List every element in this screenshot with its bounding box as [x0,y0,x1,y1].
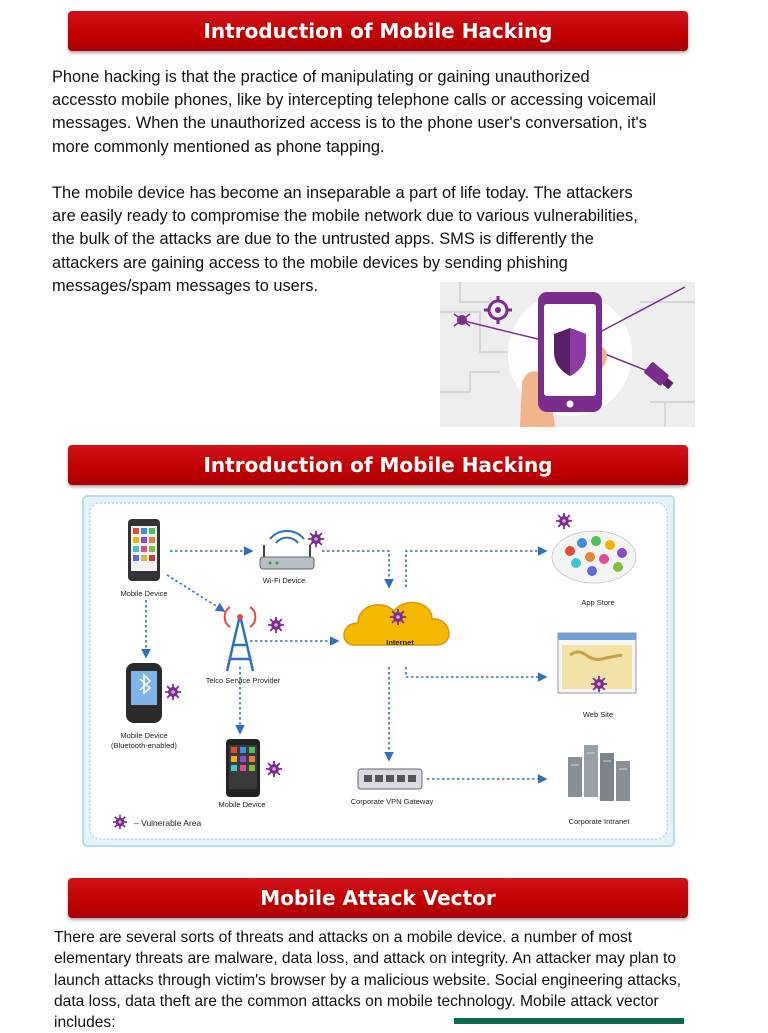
vulnerable-area-icon [165,684,181,700]
bluetooth-phone-icon [126,663,162,723]
section-title-attack-vector: Mobile Attack Vector [68,878,688,918]
section-title-intro: Introduction of Mobile Hacking [68,11,688,51]
legend-label: – Vulnerable Area [134,818,202,828]
web-site-label: Web Site [582,710,614,719]
phone-security-illustration [440,282,695,427]
bt-device-label-1: Mobile Device [120,731,168,740]
app-store-label: App Store [581,598,615,607]
internet-label: Internet [386,638,414,647]
intranet-label: Corporate Intranet [568,817,630,826]
next-image-edge [454,1018,684,1024]
telco-label: Telco Service Provider [205,676,281,685]
vulnerable-area-icon [266,761,282,777]
intro-paragraph-2: The mobile device has become an inseparable a part of life today. The attackers are easily ready to compromise the mobile network due to various vulnerabilities, the bulk of the attacks are due to the untrusted apps. SMS is differently the attackers are gaining access to the mobile devices by sending phishing messages/spam messages to users. [52,184,638,295]
mobile-device-icon [128,519,160,581]
mobile-device-bottom-icon [226,739,260,797]
vulnerable-area-legend-icon [113,815,127,829]
wifi-device-label: Wi-Fi Device [262,576,306,585]
vulnerable-area-icon [556,513,572,529]
vpn-gateway-label: Corporate VPN Gateway [350,797,434,806]
app-store-icon [552,531,636,583]
vulnerable-area-icon [268,617,284,633]
vpn-gateway-icon [358,769,422,789]
vulnerable-area-icon [308,531,324,547]
attack-vector-paragraph: There are several sorts of threats and attacks on a mobile device. a number of most elementary threats are malware, data loss, and attack on integrity. An attacker may plan to launch attacks through victim's browser by a malicious website. Social engineering attacks, data loss, data theft are the common attacks on mobile technology. Mobile attack vector includes: [54,929,682,1032]
intro-paragraph-1: Phone hacking is that the practice of manipulating or gaining unauthorized accessto mobile phones, like by intercepting telephone calls or accessing voicemail messages. When the unauthorized access is to the phone user's conversation, it's more commonly mentioned as phone tapping. [52,68,657,156]
section-title-intro-2: Introduction of Mobile Hacking [68,445,688,485]
mobile-attack-network-diagram [82,495,675,847]
bt-device-label-2: (Bluetooth-enabled) [111,741,177,750]
vulnerable-area-icon [591,676,607,692]
mobile-device-bottom-label: Mobile Device [218,800,266,809]
smartphone-icon [538,292,602,412]
vulnerable-area-icon [390,609,406,625]
mobile-device-top-label: Mobile Device [120,589,168,598]
